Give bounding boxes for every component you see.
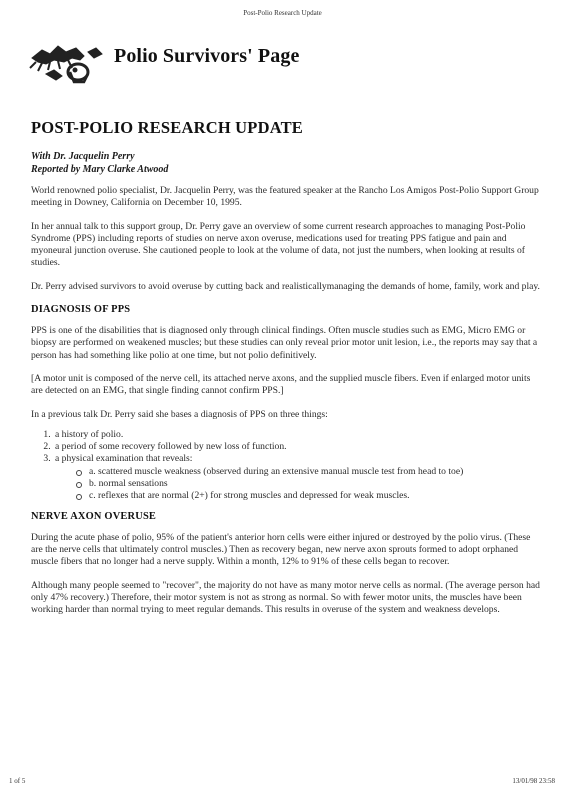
section-heading-diagnosis: DIAGNOSIS OF PPS [31, 304, 131, 316]
section-paragraph: [A motor unit is composed of the nerve cell, its attached nerve axons, and the supplied muscle fibers. Even if enlarged motor units are detected on an EMG, that single finding cannot confirm PPS.] [31, 372, 531, 397]
exam-findings-list [55, 466, 541, 503]
list-item [53, 453, 541, 502]
intro-paragraph: In her annual talk to this support group, Dr. Perry gave an overview of some current research approaches to managing Post-Polio Syndrome (PPS) including reports of studies on nerve axon overuse, medications used for treating PPS fatigue and pain and myoneural junction overuse. She cautioned people to look at the volume of data, not just the numbers, when looking at results of studies. [31, 220, 526, 269]
intro-paragraph: World renowned polio specialist, Dr. Jacquelin Perry, was the featured speaker at the Rancho Los Amigos Post-Polio Support Group meeting in Downey, California on December 10, 1995. [31, 185, 539, 209]
byline-with: With Dr. Jacquelin Perry [31, 151, 135, 162]
site-title: Polio Survivors' Page [114, 45, 300, 67]
print-timestamp: 13/01/98 23:58 [512, 777, 555, 785]
list-item: 1. a history of polio. [53, 429, 541, 441]
byline [31, 150, 541, 176]
byline-reported: Reported by Mary Clarke Atwood [31, 164, 169, 175]
section-paragraph: Although many people seemed to "recover", the majority do not have as many motor nerve cells as normal. (The average person had only 47% recovery.) Therefore, their motor system is not as strong as normal. So with fewer motor units, the muscles have been working harder than normal trying to meet regular demands. This results in overuse of the system and weakness develops. [31, 579, 540, 616]
article [31, 118, 541, 627]
running-header: Post-Polio Research Update [243, 9, 322, 17]
sublist-item: b. normal sensations [87, 478, 541, 490]
list-item: 2. a period of some recovery followed by new loss of function. [53, 441, 541, 453]
intro-paragraph: Dr. Perry advised survivors to avoid overuse by cutting back and realisticallymanaging the demands of home, family, work and play. [31, 280, 540, 292]
list-item-text: a physical examination that reveals: [55, 453, 193, 465]
sublist-item: a. scattered muscle weakness (observed during an extensive manual muscle test from head to toe) [87, 466, 541, 478]
article-title: POST-POLIO RESEARCH UPDATE [31, 118, 303, 137]
section-paragraph: During the acute phase of polio, 95% of the patient's anterior horn cells were either injured or destroyed by the polio virus. (These are the nerve cells that ultimately control muscles.) Then as recovery began, new nerve axon sprouts formed to adopt orphaned muscle fibers that no longer had a nerve supply. Within a month, 12% to 91% of these cells began to recover. [31, 531, 531, 568]
polio-survivors-logo-icon [28, 38, 106, 88]
diagnosis-criteria-list [31, 429, 541, 503]
section-paragraph: PPS is one of the disabilities that is diagnosed only through clinical findings. Often muscle studies such as EMG, Micro EMG or biopsy are performed on weakened muscles; but these studies can only reveal prior motor unit lesion, i.e., the reports may say that a person has had something like polio at one time, but not polio definitively. [31, 325, 538, 361]
section-heading-nerve-axon: NERVE AXON OVERUSE [31, 510, 157, 522]
sublist-item: c. reflexes that are normal (2+) for strong muscles and depressed for weak muscles. [87, 490, 541, 502]
site-banner [28, 38, 548, 88]
page-number: 1 of 5 [9, 777, 26, 785]
section-paragraph: In a previous talk Dr. Perry said she bases a diagnosis of PPS on three things: [31, 408, 328, 420]
